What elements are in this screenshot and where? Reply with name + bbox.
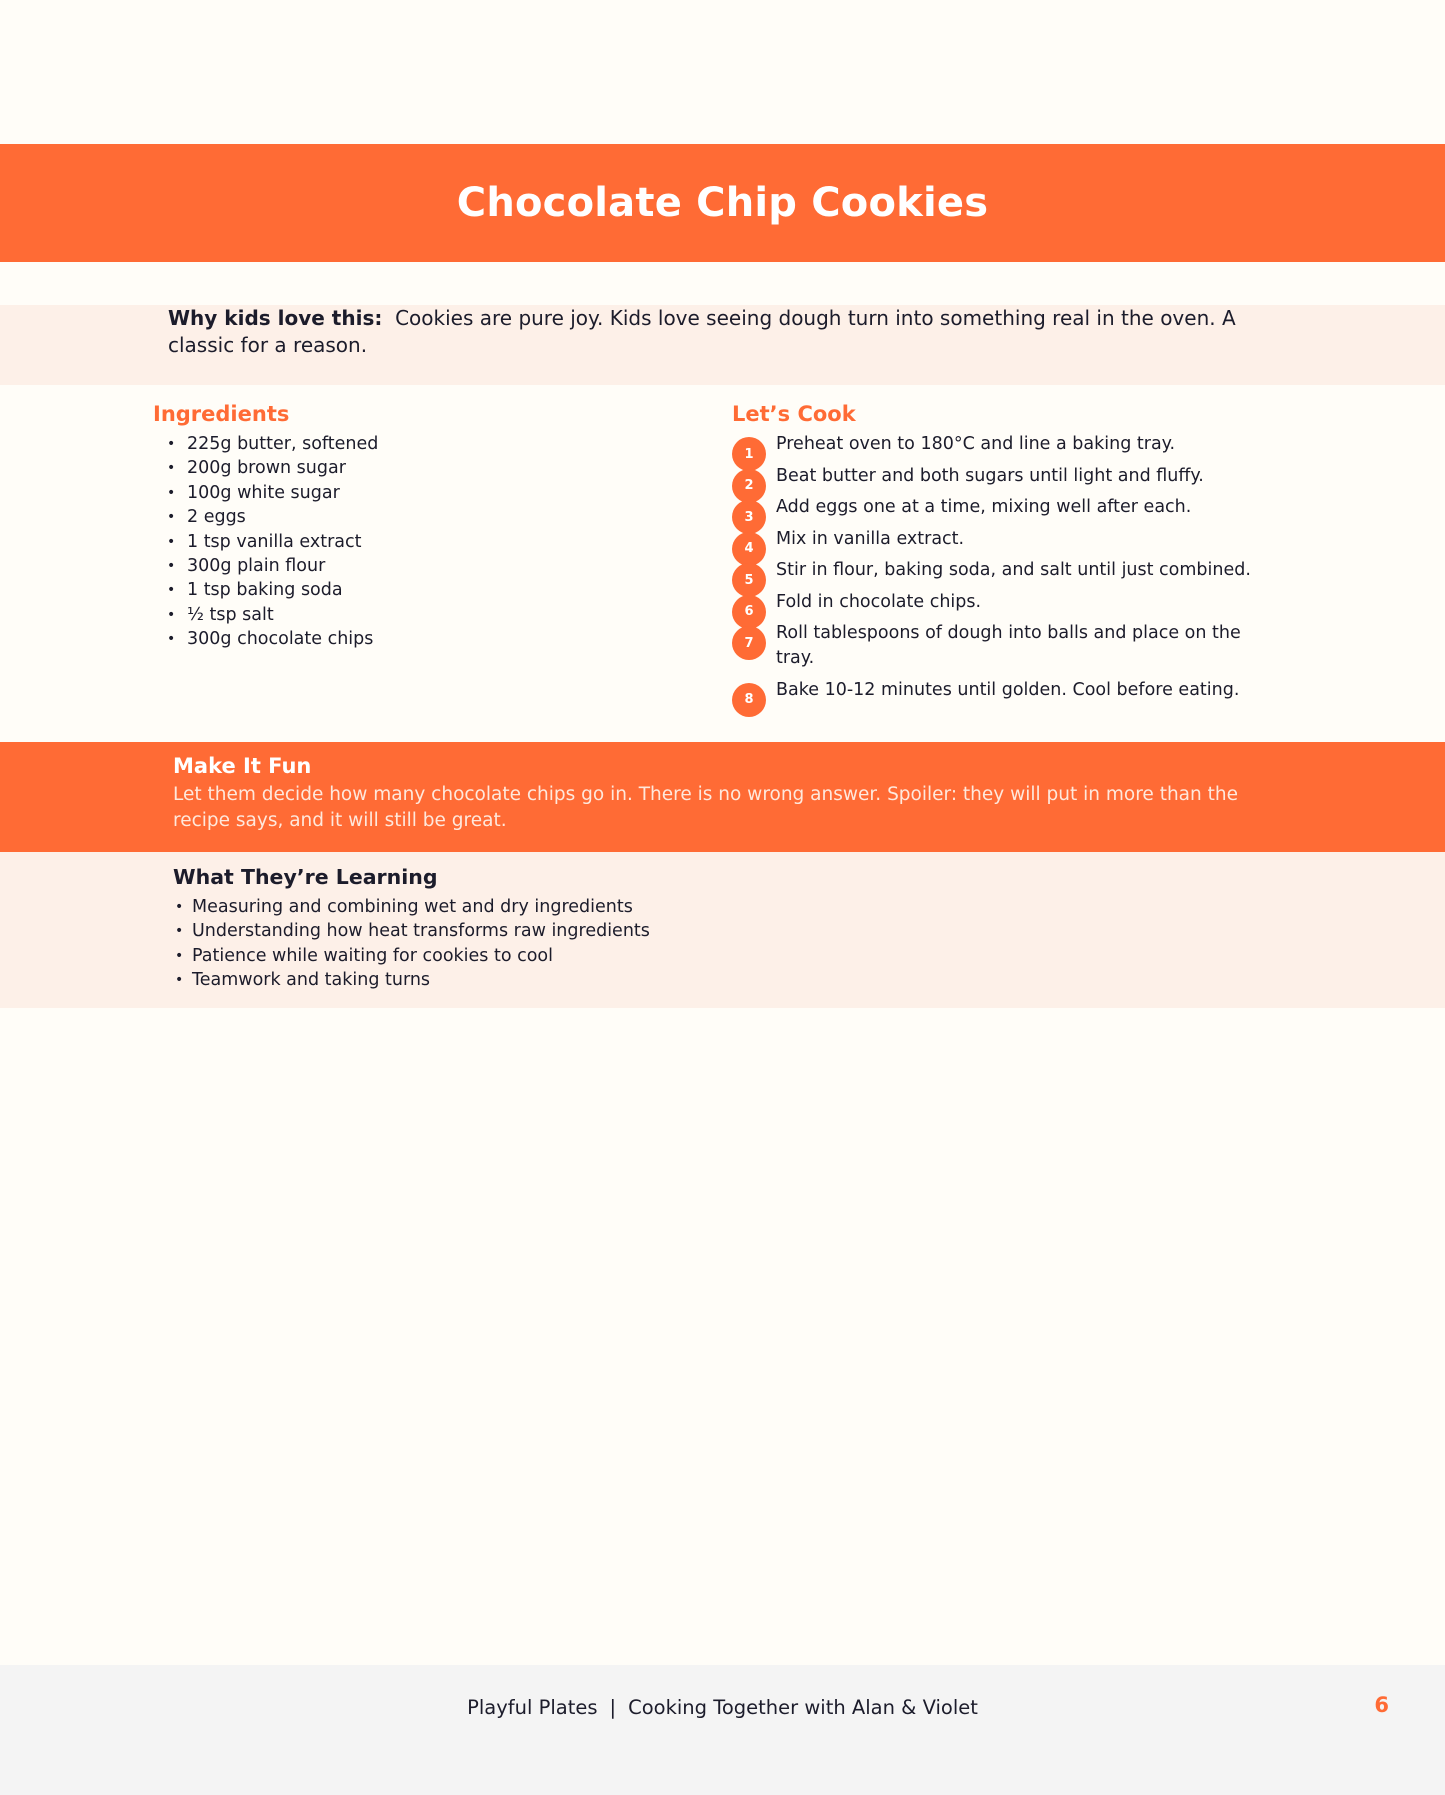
learning-text: Understanding how heat transforms raw ingredients bbox=[192, 921, 650, 942]
bullet-icon: • bbox=[167, 533, 176, 550]
step-text: Mix in vanilla extract. bbox=[776, 528, 965, 549]
list-item bbox=[173, 895, 1273, 919]
step-text: Roll tablespoons of dough into balls and place on the tray. bbox=[776, 623, 1241, 668]
step-text: Preheat oven to 180°C and line a baking tray. bbox=[776, 434, 1176, 454]
step-text: Stir in flour, baking soda, and salt until just combined. bbox=[776, 560, 1251, 580]
steps-heading: Let’s Cook bbox=[732, 402, 856, 426]
make-it-fun-text: Let them decide how many chocolate chips go in. There is no wrong answer. Spoiler: they will put in more than the recipe says, and it will still be great. bbox=[173, 784, 1238, 831]
bullet-icon: • bbox=[167, 558, 176, 575]
ingredient-text: 100g white sugar bbox=[187, 482, 340, 503]
list-item bbox=[153, 530, 673, 554]
bullet-icon: • bbox=[175, 899, 184, 915]
ingredient-text: 1 tsp baking soda bbox=[187, 580, 343, 601]
step-text: Add eggs one at a time, mixing well after each. bbox=[776, 497, 1192, 517]
make-it-fun-content bbox=[173, 752, 1273, 834]
bullet-icon: • bbox=[167, 436, 176, 452]
steps-list bbox=[732, 432, 1272, 707]
make-it-fun-heading: Make It Fun bbox=[173, 754, 312, 778]
step-number-badge: 2 bbox=[732, 469, 766, 503]
ingredients-heading: Ingredients bbox=[153, 402, 290, 426]
ingredient-text: 300g chocolate chips bbox=[187, 629, 374, 650]
step-number-badge: 3 bbox=[732, 500, 766, 534]
step-item bbox=[732, 495, 1272, 525]
ingredient-text: 1 tsp vanilla extract bbox=[187, 531, 362, 552]
learning-text: Measuring and combining wet and dry ingredients bbox=[192, 897, 633, 917]
step-number-badge: 5 bbox=[732, 563, 766, 597]
step-text: Bake 10-12 minutes until golden. Cool before eating. bbox=[776, 679, 1240, 700]
learning-text: Teamwork and taking turns bbox=[192, 970, 431, 991]
step-item bbox=[732, 432, 1272, 462]
step-item bbox=[732, 621, 1272, 671]
why-kids-love-body: Cookies are pure joy. Kids love seeing dough turn into something real in the oven. A classic for a reason. bbox=[168, 306, 1236, 357]
ingredients-section bbox=[153, 400, 673, 652]
bullet-icon: • bbox=[175, 923, 184, 940]
step-item bbox=[732, 464, 1272, 493]
list-item bbox=[173, 944, 1273, 968]
learning-text: Patience while waiting for cookies to cool bbox=[192, 945, 553, 966]
step-text: Beat butter and both sugars until light and fluffy. bbox=[776, 465, 1204, 486]
step-number-badge: 4 bbox=[732, 532, 766, 566]
list-item bbox=[153, 578, 673, 602]
step-text: Fold in chocolate chips. bbox=[776, 591, 982, 612]
recipe-title: Chocolate Chip Cookies bbox=[456, 180, 989, 226]
make-it-fun-band bbox=[0, 742, 1445, 852]
step-item bbox=[732, 527, 1272, 556]
title-banner bbox=[0, 144, 1445, 262]
bullet-icon: • bbox=[167, 606, 176, 623]
ingredient-text: ½ tsp salt bbox=[187, 604, 274, 625]
list-item bbox=[153, 603, 673, 627]
list-item bbox=[153, 456, 673, 480]
bullet-icon: • bbox=[175, 972, 184, 989]
list-item bbox=[153, 481, 673, 505]
list-item bbox=[153, 627, 673, 651]
why-kids-love-label: Why kids love this: bbox=[168, 306, 383, 330]
learning-list bbox=[173, 895, 1273, 993]
learning-band bbox=[0, 852, 1445, 1008]
step-item bbox=[732, 678, 1272, 707]
learning-heading: What They’re Learning bbox=[173, 865, 438, 889]
step-number-badge: 1 bbox=[732, 437, 766, 471]
list-item bbox=[153, 505, 673, 529]
bullet-icon: • bbox=[167, 460, 176, 477]
ingredient-text: 225g butter, softened bbox=[187, 434, 379, 454]
page-footer bbox=[0, 1665, 1445, 1795]
list-item bbox=[173, 968, 1273, 992]
list-item bbox=[173, 919, 1273, 943]
step-number-badge: 8 bbox=[732, 683, 766, 717]
step-number-badge: 6 bbox=[732, 595, 766, 629]
list-item bbox=[153, 432, 673, 456]
page-number: 6 bbox=[1374, 1693, 1389, 1717]
bullet-icon: • bbox=[167, 631, 176, 648]
footer-subtitle: Cooking Together with Alan & Violet bbox=[628, 1696, 978, 1719]
why-kids-love-text bbox=[168, 305, 1268, 359]
ingredient-text: 200g brown sugar bbox=[187, 458, 346, 479]
ingredients-list bbox=[153, 432, 673, 652]
bullet-icon: • bbox=[167, 582, 176, 599]
bullet-icon: • bbox=[175, 947, 184, 964]
step-item bbox=[732, 590, 1272, 619]
ingredient-text: 2 eggs bbox=[187, 507, 246, 528]
step-number-badge: 7 bbox=[732, 626, 766, 660]
bullet-icon: • bbox=[167, 509, 176, 526]
footer-separator: | bbox=[609, 1696, 617, 1719]
footer-book-title: Playful Plates bbox=[467, 1696, 598, 1719]
step-item bbox=[732, 558, 1272, 588]
steps-section bbox=[732, 400, 1272, 709]
learning-content bbox=[173, 863, 1273, 993]
ingredient-text: 300g plain flour bbox=[187, 556, 326, 577]
list-item bbox=[153, 554, 673, 578]
bullet-icon: • bbox=[167, 484, 176, 501]
footer-text bbox=[0, 1665, 1445, 1750]
